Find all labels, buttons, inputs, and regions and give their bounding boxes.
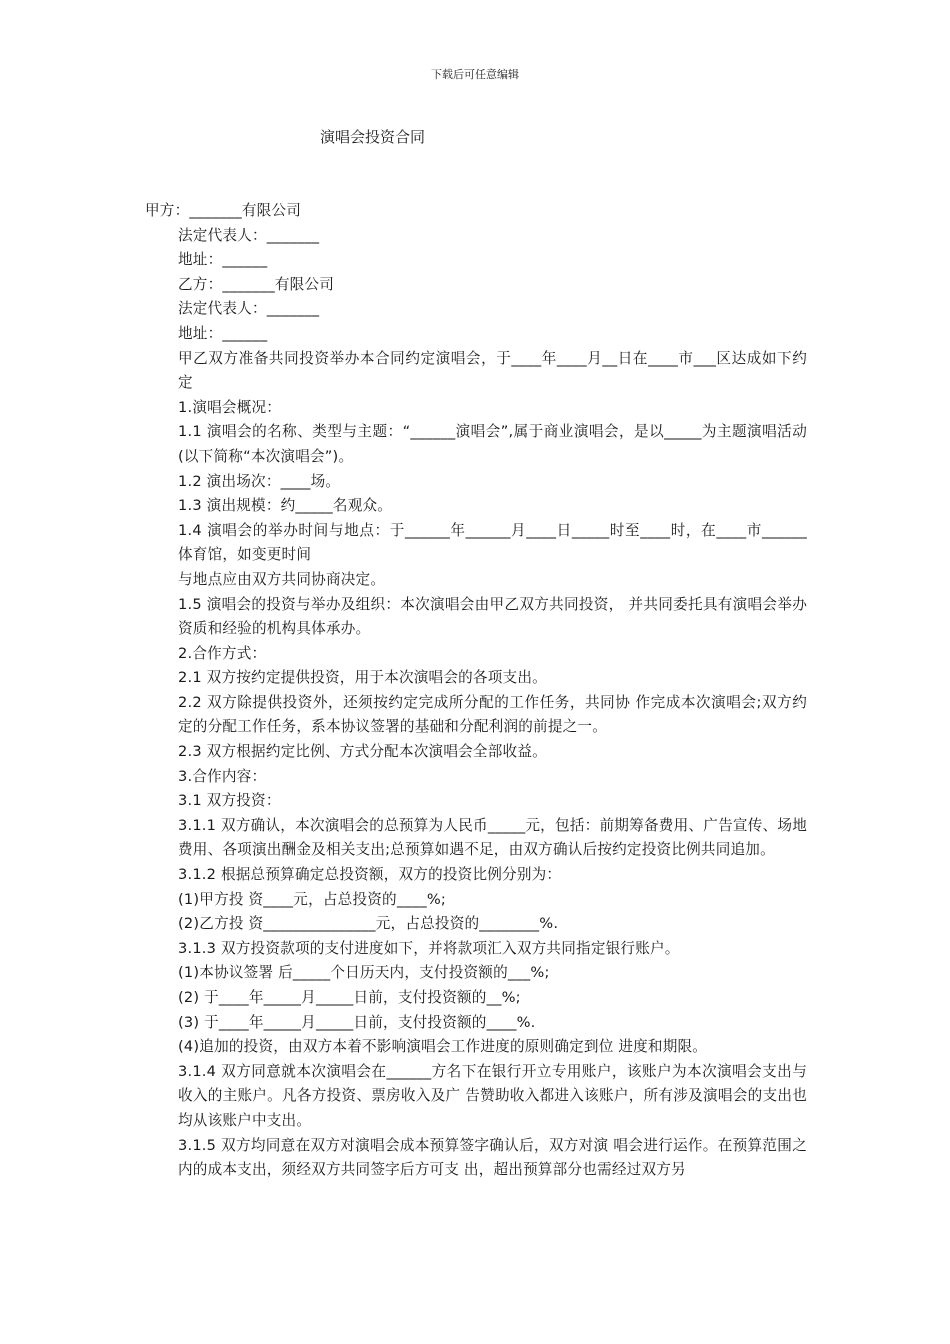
contract-paragraph: 法定代表人：_______	[178, 226, 320, 244]
contract-paragraph: 1.5 演唱会的投资与举办及组织：本次演唱会由甲乙双方共同投资， 并共同委托具有演唱会举办资质和经验的机构具体承办。	[178, 595, 807, 638]
contract-paragraph: 2.3 双方根据约定比例、方式分配本次演唱会全部收益。	[178, 743, 547, 761]
contract-paragraph: (2)乙方投 资_______________元，占总投资的________%.	[178, 915, 559, 933]
contract-paragraph: 2.1 双方按约定提供投资，用于本次演唱会的各项支出。	[178, 669, 547, 687]
contract-paragraph: (1)本协议签署 后_____个日历天内，支付投资额的___%;	[178, 964, 550, 982]
contract-paragraph: 3.1.4 双方同意就本次演唱会在______方名下在银行开立专用账户，该账户为本次演唱会支出与收入的主账户。凡各方投资、票房收入及广 告赞助收入都进入该账户，所有涉及演唱会的支出也均从该账户中支出。	[178, 1062, 807, 1129]
download-note: 下载后可任意编辑	[431, 68, 519, 81]
contract-paragraph: 与地点应由双方共同协商决定。	[178, 570, 386, 588]
contract-paragraph: 1.3 演出规模：约_____名观众。	[178, 497, 393, 515]
contract-paragraph: 3.1 双方投资：	[178, 792, 281, 810]
contract-paragraph: 地址：______	[178, 324, 268, 342]
contract-paragraph: 乙方：_______有限公司	[178, 275, 335, 293]
contract-paragraph: (4)追加的投资，由双方本着不影响演唱会工作进度的原则确定到位 进度和期限。	[178, 1038, 708, 1056]
contract-paragraph: 2.2 双方除提供投资外，还须按约定完成所分配的工作任务，共同协 作完成本次演唱会;双方约定的分配工作任务，系本协议签署的基础和分配利润的前提之一。	[178, 693, 807, 736]
contract-paragraph: 3.1.5 双方均同意在双方对演唱会成本预算签字确认后，双方对演 唱会进行运作。在预算范围之内的成本支出，须经双方共同签字后方可支 出，超出预算部分也需经过双方另	[178, 1136, 807, 1179]
contract-paragraph: 1.4 演唱会的举办时间与地点：于______年______月____日_____时至____时，在____市______体育馆，如变更时间	[178, 521, 807, 564]
contract-paragraph: 1.2 演出场次：____场。	[178, 472, 341, 490]
document-title: 演唱会投资合同	[320, 128, 426, 146]
contract-paragraph: (1)甲方投 资____元，占总投资的____%;	[178, 890, 447, 908]
contract-paragraph: 3.1.3 双方投资款项的支付进度如下，并将款项汇入双方共同指定银行账户。	[178, 939, 680, 957]
contract-paragraph: 甲乙双方准备共同投资举办本合同约定演唱会，于____年____月__日在____市___区达成如下约定	[178, 349, 807, 392]
contract-paragraph: 3.合作内容：	[178, 767, 267, 785]
contract-paragraph: 地址：______	[178, 251, 268, 269]
contract-paragraph: (3) 于____年_____月_____日前，支付投资额的____%.	[178, 1013, 536, 1031]
contract-paragraph: 3.1.2 根据总预算确定总投资额，双方的投资比例分别为：	[178, 866, 562, 884]
contract-paragraph: 甲方：_______有限公司	[145, 202, 302, 219]
contract-paragraph: 2.合作方式：	[178, 644, 267, 662]
contract-paragraph: 3.1.1 双方确认，本次演唱会的总预算为人民币_____元，包括：前期筹备费用、广告宣传、场地费用、各项演出酬金及相关支出;总预算如遇不足，由双方确认后按约定投资比例共同追加。	[178, 816, 807, 859]
contract-paragraph: 1.1 演唱会的名称、类型与主题：“______演唱会”,属于商业演唱会，是以_____为主题演唱活动(以下简称“本次演唱会”)。	[178, 423, 807, 465]
contract-paragraph: 1.演唱会概况：	[178, 398, 282, 416]
contract-paragraph: (2) 于____年_____月_____日前，支付投资额的__%;	[178, 989, 521, 1006]
contract-paragraph: 法定代表人：_______	[178, 300, 320, 318]
document-body	[145, 199, 807, 1183]
